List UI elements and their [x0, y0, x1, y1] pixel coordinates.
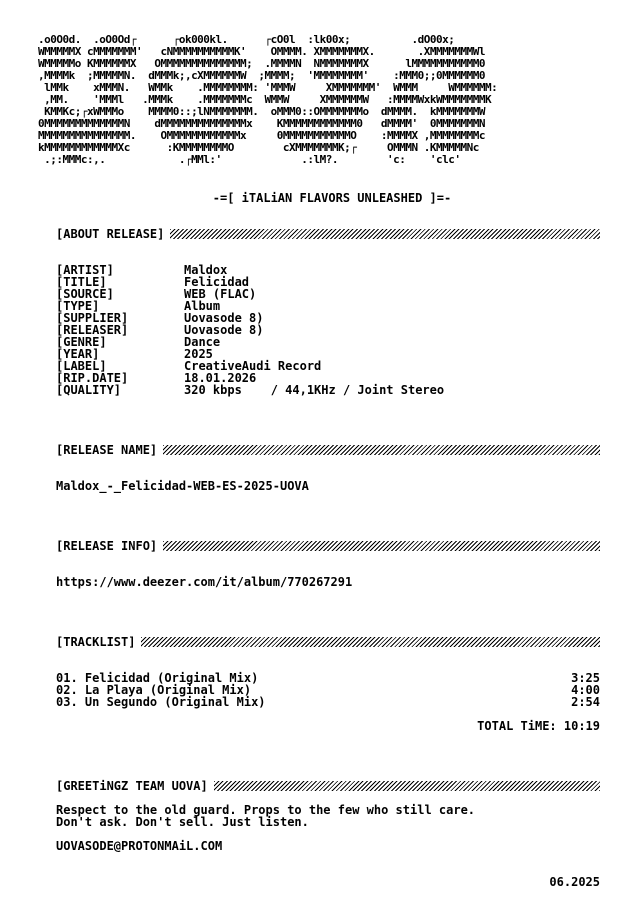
detail-key: [TITLE]: [56, 275, 107, 289]
detail-value: 320 kbps / 44,1KHz / Joint Stereo: [184, 383, 445, 397]
track-title: 01. Felicidad (Original Mix): [56, 671, 259, 685]
release-details: [56, 264, 576, 396]
section-header-about: [56, 227, 600, 241]
track-time: 3:25: [571, 671, 600, 685]
section-divider: [170, 229, 600, 239]
section-label-release-info: [RELEASE INFO]: [56, 539, 158, 553]
section-divider: [214, 781, 600, 791]
detail-row: [56, 276, 576, 288]
detail-value: CreativeAudi Record: [184, 359, 322, 373]
track-time: 2:54: [571, 695, 600, 709]
detail-key: [SUPPLIER]: [56, 311, 129, 325]
detail-value: 2025: [184, 347, 213, 361]
total-time: TOTAL TiME: 10:19: [477, 719, 600, 733]
contact-email: UOVASODE@PROTONMAiL.COM: [56, 839, 223, 853]
section-header-tracklist: [56, 635, 600, 649]
section-divider: [163, 541, 600, 551]
detail-value: Dance: [184, 335, 221, 349]
section-label-greetings: [GREETiNGZ TEAM UOVA]: [56, 779, 208, 793]
section-divider: [141, 637, 600, 647]
detail-key: [RIP.DATE]: [56, 371, 129, 385]
section-label-about: [ABOUT RELEASE]: [56, 227, 165, 241]
detail-key: [RELEASER]: [56, 323, 129, 337]
detail-row: [56, 324, 576, 336]
detail-key: [SOURCE]: [56, 287, 114, 301]
detail-key: [GENRE]: [56, 335, 107, 349]
detail-key: [ARTIST]: [56, 263, 114, 277]
detail-key: [YEAR]: [56, 347, 100, 361]
section-header-release-name: [56, 443, 600, 457]
release-name: Maldox_-_Felicidad-WEB-ES-2025-UOVA: [56, 479, 309, 493]
detail-value: Uovasode 8): [184, 311, 264, 325]
tracklist: [56, 672, 600, 708]
detail-row: [56, 312, 576, 324]
track-row: [56, 696, 600, 708]
detail-key: [TYPE]: [56, 299, 100, 313]
release-date: 06.2025: [549, 875, 600, 889]
detail-value: 18.01.2026: [184, 371, 257, 385]
track-title: 02. La Playa (Original Mix): [56, 683, 252, 697]
detail-key: [LABEL]: [56, 359, 107, 373]
section-label-tracklist: [TRACKLIST]: [56, 635, 136, 649]
ascii-logo: .o0O0d. .oO0Od┌ ┌ok000kl. ┌cO0l :lk00x; .dO00x; WMMMMMX cMMMMMMM' cNMMMMMMMMMMK' OMMMM. XMMMMMMMX. .XMMMMMMMWl WMMMMMo KMMMMMMX OMMMMMMMMMMMMMM; .MMMMN NMMMMMMMX lMMMMMMMMMMM0 ,MMMMk ;MMMMMN. dMMMk;,cXMMMMMMW ;MMMM; 'MMMMMMMM' :MMM0;;0MMMMMM0 lMMk xMMMN. WMMk .MMMMMMMM: 'MMMW XMMMMMMM' WMMM WMMMMMM: ,MM. 'MMMl .MMMk .MMMMMMMc WMMW XMMMMMMW :MMMMWxkWMMMMMMMK KMMKc;┌xWMMMo MMMM0::;lNMMMMMMM. oMMM0::OMMMMMMMo dMMMM. kMMMMMMMW 0MMMMMMMMMMMMMN dMMMMMMMMMMMMMMx KMMMMMMMMMMMM0 dMMMM' 0MMMMMMMN MMMMMMMMMMMMMMM. OMMMMMMMMMMMMx 0MMMMMMMMMMMO :MMMMX ,MMMMMMMMc kMMMMMMMMMMMMXc :KMMMMMMMMO cXMMMMMMMK;┌ OMMMN .KMMMMMNc .;:MMMc:,. .┌MMl:' .:lM?. 'c: 'clc': [38, 33, 498, 166]
section-divider: [163, 445, 600, 455]
detail-value: Maldox: [184, 263, 228, 277]
detail-row: [56, 384, 576, 396]
detail-row: [56, 336, 576, 348]
track-time: 4:00: [571, 683, 600, 697]
tagline: -=[ iTALiAN FLAVORS UNLEASHED ]=-: [212, 191, 452, 205]
section-label-release-name: [RELEASE NAME]: [56, 443, 158, 457]
greeting-line: Don't ask. Don't sell. Just listen.: [56, 815, 309, 829]
detail-value: Felicidad: [184, 275, 250, 289]
release-url-link[interactable]: https://www.deezer.com/it/album/770267291: [56, 575, 353, 589]
track-title: 03. Un Segundo (Original Mix): [56, 695, 266, 709]
detail-value: WEB (FLAC): [184, 287, 257, 301]
detail-row: [56, 264, 576, 276]
greeting-line: Respect to the old guard. Props to the few who still care.: [56, 803, 476, 817]
detail-key: [QUALITY]: [56, 383, 122, 397]
detail-value: Uovasode 8): [184, 323, 264, 337]
detail-row: [56, 288, 576, 300]
detail-row: [56, 360, 576, 372]
detail-value: Album: [184, 299, 221, 313]
section-header-release-info: [56, 539, 600, 553]
section-header-greetings: [56, 779, 600, 793]
detail-row: [56, 300, 576, 312]
